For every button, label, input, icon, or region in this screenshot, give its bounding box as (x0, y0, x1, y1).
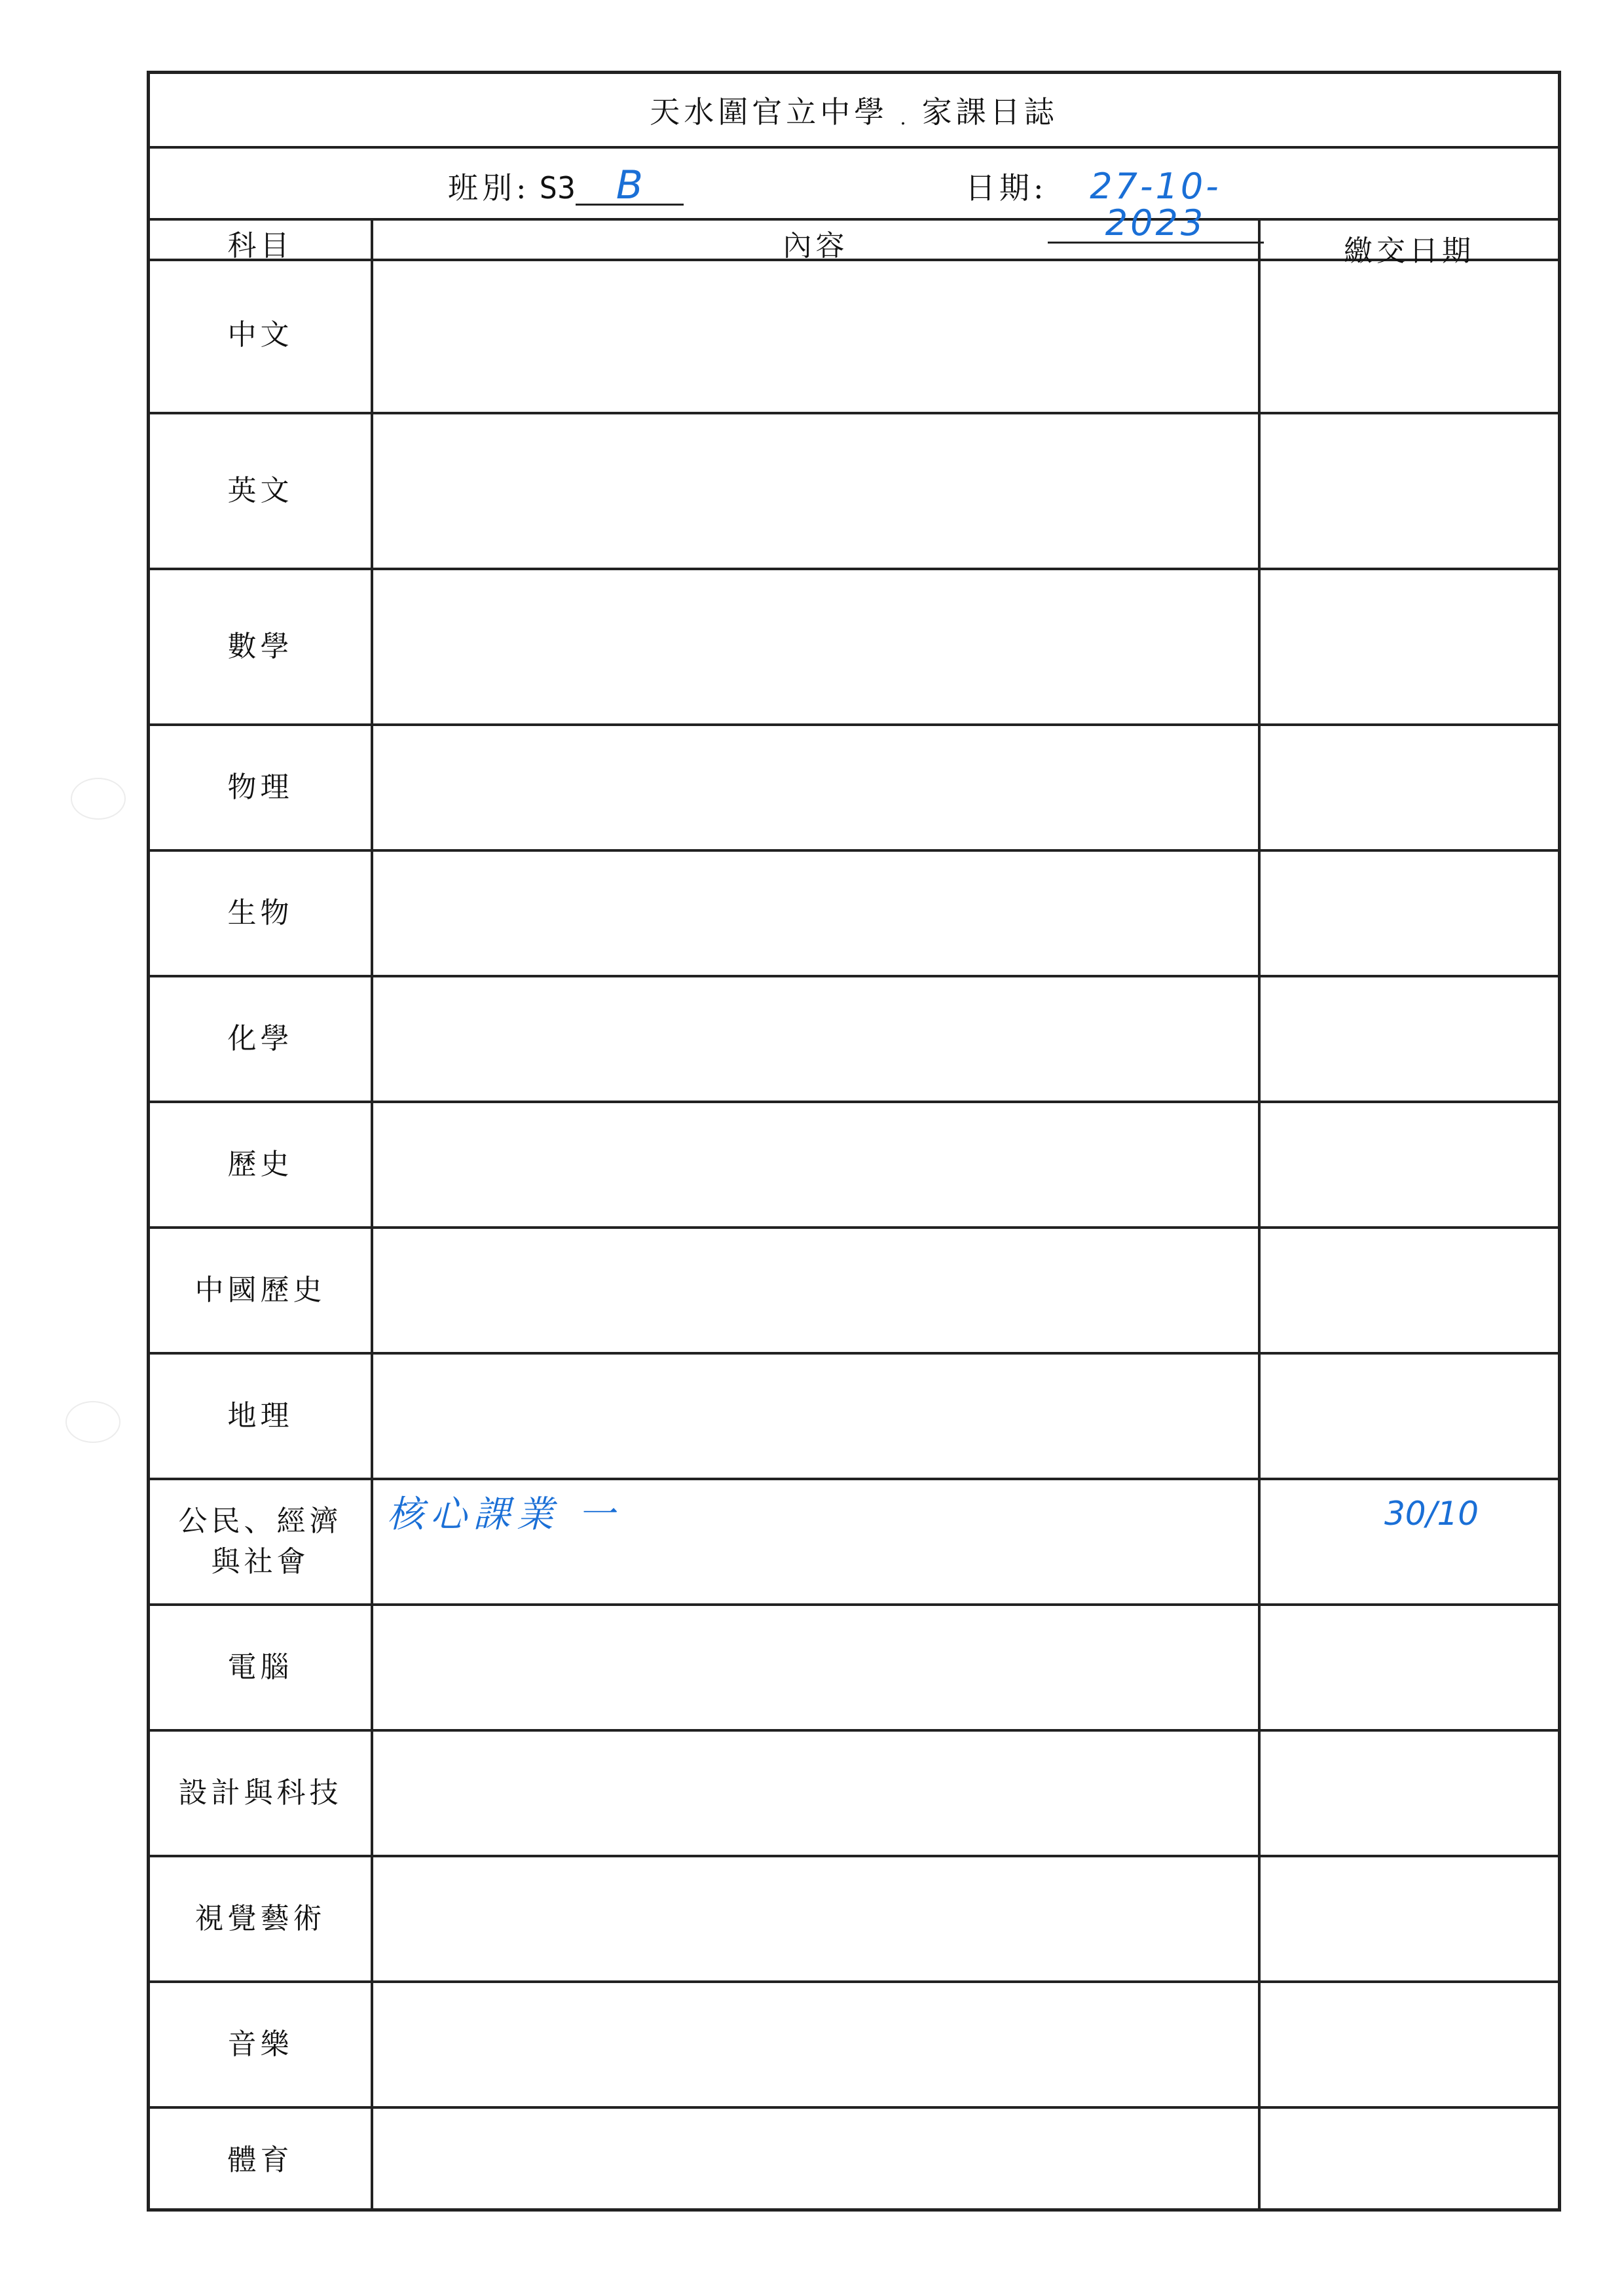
subject-rows (150, 259, 1558, 2208)
column-header-content: 內容 (783, 229, 849, 263)
table-row (150, 726, 1558, 852)
table-row (150, 2109, 1558, 2212)
punch-hole-bottom (65, 1401, 120, 1443)
title-row (150, 74, 1558, 149)
school-name: 天水圍官立中學 (650, 94, 889, 130)
table-row (150, 570, 1558, 726)
table-row (150, 1606, 1558, 1732)
subject-cell: 化學 (227, 1022, 293, 1055)
meta-row (150, 146, 1558, 244)
table-row (150, 977, 1558, 1103)
column-header-due-date: 繳交日期 (1344, 234, 1475, 268)
column-header-subject: 科目 (227, 229, 293, 263)
punch-hole-top (71, 778, 126, 820)
class-label: 班別: (448, 170, 530, 206)
log-name: 家課日誌 (921, 94, 1058, 130)
subject-cell: 生物 (227, 896, 293, 930)
column-header-row (150, 218, 1558, 268)
table-row (150, 1103, 1558, 1229)
table-row (150, 1480, 1558, 1606)
table-row (150, 852, 1558, 977)
table-row (150, 414, 1558, 570)
title-separator: . (900, 106, 910, 130)
class-value[interactable]: B (576, 167, 684, 206)
table-row (150, 1732, 1558, 1857)
subject-cell: 中文 (227, 318, 293, 352)
table-row (150, 1983, 1558, 2109)
table-row (150, 1355, 1558, 1480)
table-row (150, 259, 1558, 414)
subject-cell: 數學 (227, 630, 293, 663)
subject-cell: 英文 (227, 474, 293, 507)
subject-cell: 電腦 (227, 1650, 293, 1684)
subject-cell: 物理 (227, 771, 293, 804)
class-field (448, 164, 684, 208)
table-row (150, 1229, 1558, 1355)
subject-cell: 設計與科技 (178, 1776, 342, 1810)
subject-cell: 地理 (227, 1399, 293, 1432)
subject-cell: 視覺藝術 (194, 1902, 326, 1935)
subject-cell: 體育 (227, 2143, 293, 2177)
class-prefix: S3 (539, 170, 576, 206)
date-label: 日期: (965, 170, 1048, 206)
subject-cell: 歷史 (227, 1148, 293, 1181)
date-value[interactable]: 27-10-2023 (1048, 168, 1264, 244)
homework-log-sheet (147, 71, 1561, 2212)
subject-cell: 公民、經濟 與社會 (178, 1504, 342, 1578)
content-cell[interactable]: 核心課業 一 (387, 1493, 621, 1536)
table-row (150, 1857, 1558, 1983)
due-date-cell[interactable]: 30/10 (1384, 1495, 1479, 1533)
subject-cell: 音樂 (227, 2028, 293, 2061)
subject-cell: 中國歷史 (194, 1273, 326, 1307)
